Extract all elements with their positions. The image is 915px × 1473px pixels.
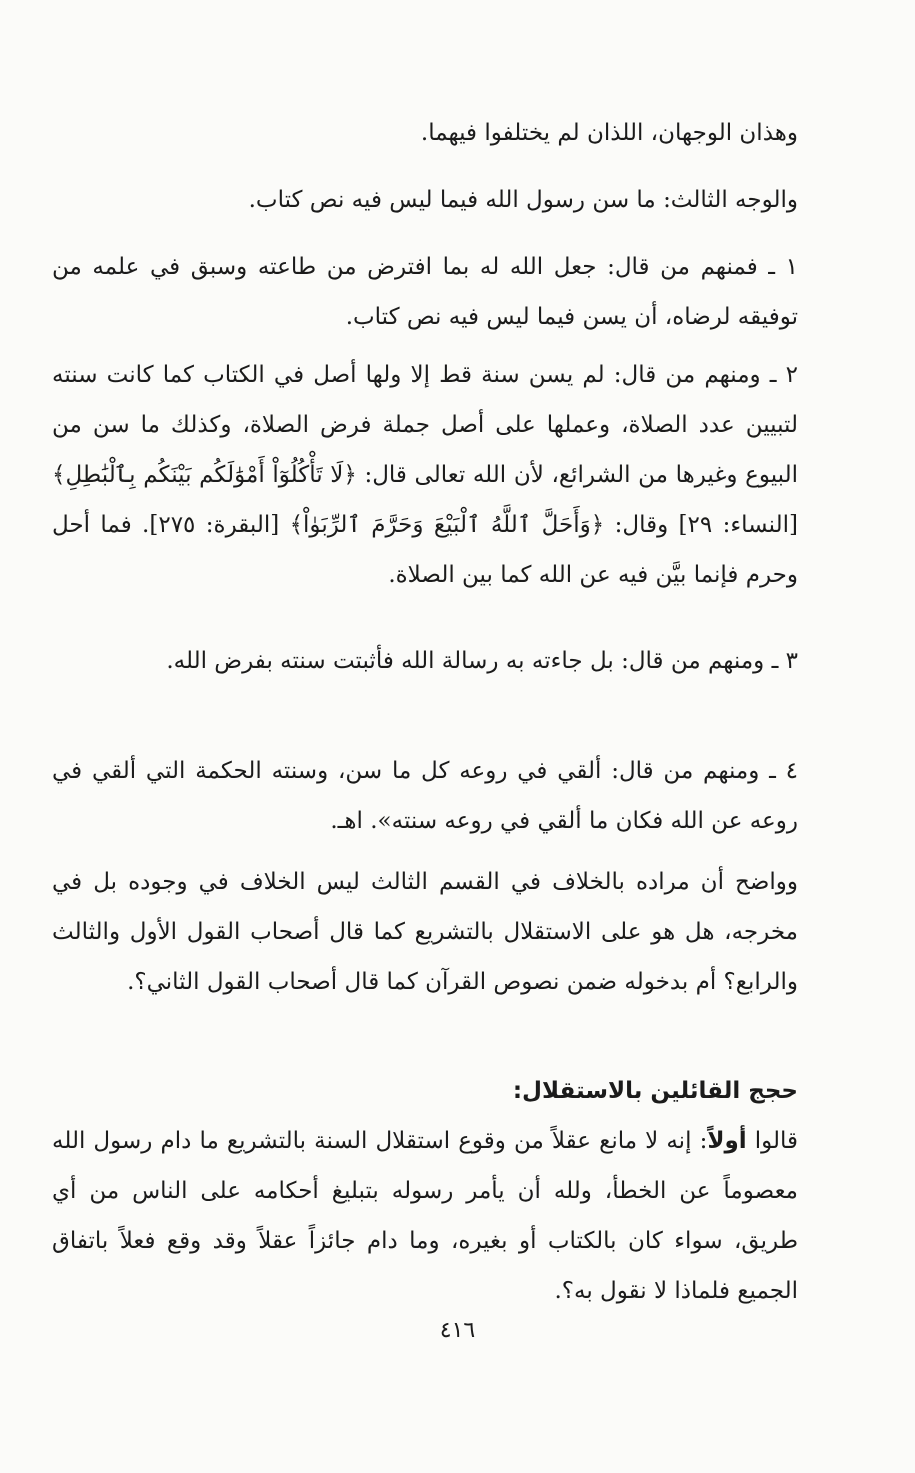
paragraph-first-argument xyxy=(52,1116,798,1316)
paragraph-item-3: ٣ ـ ومنهم من قال: بل جاءته به رسالة الله فأثبتت سنته بفرض الله. xyxy=(166,648,798,674)
first-argument-bold-label: أولاً xyxy=(707,1128,747,1154)
page-number: ٤١٦ xyxy=(439,1318,476,1343)
first-argument-text: : إنه لا مانع عقلاً من وقوع استقلال السنة بالتشريع ما دام رسول الله معصوماً عن الخطأ، ولله أن يأمر رسوله بتبليغ أحكامه على الناس من أي طريق، سواء كان بالكتاب أو بغيره، وما دام جائزاً عقلاً وقد وقع فعلاً باتفاق الجميع فلماذا لا نقول به؟. xyxy=(52,1128,798,1304)
section-heading: حجج القائلين بالاستقلال: xyxy=(512,1078,798,1104)
paragraph-item-2: ٢ ـ ومنهم من قال: لم يسن سنة قط إلا ولها أصل في الكتاب كما كانت سنته لتبيين عدد الصلاة، وعملها على أصل جملة فرض الصلاة، وكذلك ما سن من البيوع وغيرها من الشرائع، لأن الله تعالى قال: ﴿لَا تَأْكُلُوٓاْ أَمْوَٰلَكُم بَيْنَكُم بِٱلْبَٰطِلِ﴾ [النساء: ٢٩] وقال: ﴿وَأَحَلَّ ٱللَّهُ ٱلْبَيْعَ وَحَرَّمَ ٱلرِّبَوٰاْ﴾ [البقرة: ٢٧٥]. فما أحل وحرم فإنما بيَّن فيه عن الله كما بين الصلاة. xyxy=(52,362,798,588)
paragraph-1: وهذان الوجهان، اللذان لم يختلفوا فيهما. xyxy=(420,120,798,146)
paragraph-item-1: ١ ـ فمنهم من قال: جعل الله له بما افترض من طاعته وسبق في علمه من توفيقه لرضاه، أن يسن فيما ليس فيه نص كتاب. xyxy=(52,254,798,330)
paragraph-discussion: وواضح أن مراده بالخلاف في القسم الثالث ليس الخلاف في وجوده بل في مخرجه، هل هو على الاستقلال بالتشريع كما قال أصحاب القول الأول والثالث والرابع؟ أم بدخوله ضمن نصوص القرآن كما قال أصحاب القول الثاني؟. xyxy=(52,869,798,995)
paragraph-item-4: ٤ ـ ومنهم من قال: ألقي في روعه كل ما سن، وسنته الحكمة التي ألقي في روعه عن الله فكان ما ألقي في روعه سنته». اهـ. xyxy=(52,758,798,834)
paragraph-2: والوجه الثالث: ما سن رسول الله فيما ليس فيه نص كتاب. xyxy=(248,187,798,213)
first-argument-lead: قالوا xyxy=(746,1128,799,1154)
